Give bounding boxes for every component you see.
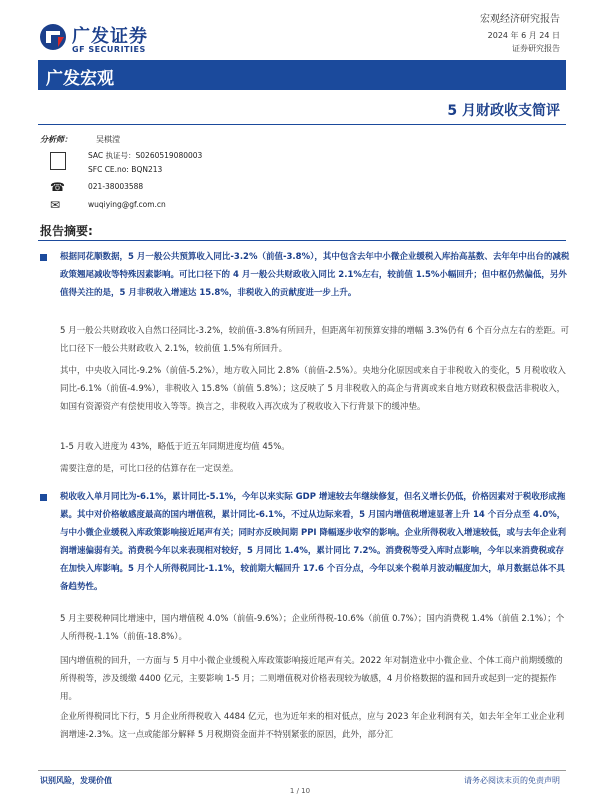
summary-paragraph: 根据同花顺数据，5 月一般公共预算收入同比-3.2%（前值-3.8%），其中包含去年中小微企业缓税入库抬高基数、去年年中出台的减税政策翘尾减收等特殊因素影响。可比口径下的 4 月一般公共财政收入同比 2.1%左右，较前值 1.5%小幅回升；但中枢仍然偏低，另外值得关注的是，5 月非税收入增速达 15.8%，非税收入的贡献度进一步上升。 xyxy=(60,252,570,298)
gf-logo-icon xyxy=(38,22,68,52)
phone-icon: ☎ xyxy=(50,180,65,194)
bullet-icon xyxy=(40,494,47,501)
body-paragraph: 需要注意的是，可比口径的估算存在一定误差。 xyxy=(60,464,239,474)
analyst-label: 分析师： xyxy=(40,135,72,144)
report-date: 2024 年 6 月 24 日 xyxy=(487,31,560,40)
body-paragraph: 企业所得税同比下行，5 月企业所得税收入 4484 亿元，也为近年来的相对低点，应与 2023 年企业利润有关，如去年全年工业企业利润增速-2.3%。这一点或能部分解释 5 月税期资金面并不特别紧张的原因，此外，部分汇 xyxy=(60,712,565,740)
footer-divider xyxy=(38,770,566,771)
page-number: 1 / 10 xyxy=(289,787,311,795)
report-title: 5 月财政收支简评 xyxy=(447,103,560,119)
summary-paragraph: 税收收入单月同比为-6.1%，累计同比-5.1%，今年以来实际 GDP 增速较去年继续修复，但名义增长仍低，价格因素对于税收形成拖累。其中对价格敏感度最高的国内增值税，累计同比-6.1%，不过从边际来看，5 月国内增值税增速显著上升 14 个百分点至 4.0%，与中小微企业缓税入库政策影响接近尾声有关；同时亦反映间期 PPI 降幅逐步收窄的影响。企业所得税收入增速较低，或与去年企业利润增速偏弱有关。消费税今年以来表现相对较好，5 月同比 1.4%，累计同比 7.2%。消费税等受入库时点影响，今年以来消费税或存在加快入库影响。5 月个人所得税同比-1.1%，较前期大幅回升 17.6 个百分点，今年以来个税单月波动幅度加大，单月数据总体不具备趋势性。 xyxy=(60,492,567,592)
body-paragraph: 5 月一般公共财政收入自然口径同比-3.2%，较前值-3.8%有所回升，但距离年初预算安排的增幅 3.3%仍有 6 个百分点左右的差距。可比口径下一般公共财政收入 2.1%，较前值 1.5%有所回升。 xyxy=(60,326,570,354)
footer-disclaimer: 请务必阅读末页的免责声明 xyxy=(464,776,560,785)
body-paragraph: 5 月主要税种同比增速中，国内增值税 4.0%（前值-9.6%）；企业所得税-10.6%（前值 0.7%）；国内消费税 1.4%（前值 2.1%）；个人所得税-1.1%（前值-18.8%）。 xyxy=(60,614,565,642)
body-paragraph: 其中，中央收入同比-9.2%（前值-5.2%），地方收入同比 2.8%（前值-2.5%）。央地分化原因或来自于非税收入的变化，5 月税收收入同比-6.1%（前值-4.9%），非税收入 15.8%（前值 5.8%）；这反映了 5 月非税收入的高企与背离或来自地方财政积极盘活非税收入，如国有资源资产有偿使用收入等等。换言之，非税收入再次成为了税收收入下行背景下的缓冲垫。 xyxy=(60,366,566,412)
bullet-icon xyxy=(40,254,47,261)
body-paragraph: 国内增值税的回升，一方面与 5 月中小微企业缓税入库政策影响接近尾声有关。2022 年对制造业中小微企业、个体工商户前期缓缴的所得税等，涉及缓缴 4400 亿元，主要影响 1-5 月；二则增值税对价格表现较为敏感，4 月价格数据的温和回升或起到一定的提振作用。 xyxy=(60,656,563,702)
title-banner xyxy=(38,60,566,90)
summary-heading: 报告摘要: xyxy=(40,224,93,238)
sfc-number: SFC CE.no: BQN213 xyxy=(88,165,163,174)
id-card-icon xyxy=(50,152,66,170)
sac-number: SAC 执证号：S0260519080003 xyxy=(88,151,203,160)
body-paragraph: 1-5 月收入进度为 43%，略低于近五年同期进度均值 45%。 xyxy=(60,442,290,452)
analyst-phone: 021-38003588 xyxy=(88,182,144,191)
mail-icon: ✉ xyxy=(50,198,61,212)
divider xyxy=(38,240,566,241)
divider xyxy=(38,124,566,125)
analyst-name: 吴棋滢 xyxy=(96,135,120,144)
logo-text-cn: 广发证券 xyxy=(72,26,148,47)
analyst-email[interactable]: wuqiying@gf.com.cn xyxy=(88,200,166,209)
banner-title: 广发宏观 xyxy=(46,69,114,89)
footer-slogan: 识别风险，发现价值 xyxy=(40,776,112,785)
report-series: 宏观经济研究报告 xyxy=(480,14,560,25)
report-type: 证券研究报告 xyxy=(512,44,560,53)
logo-text-en: GF SECURITIES xyxy=(72,45,146,54)
